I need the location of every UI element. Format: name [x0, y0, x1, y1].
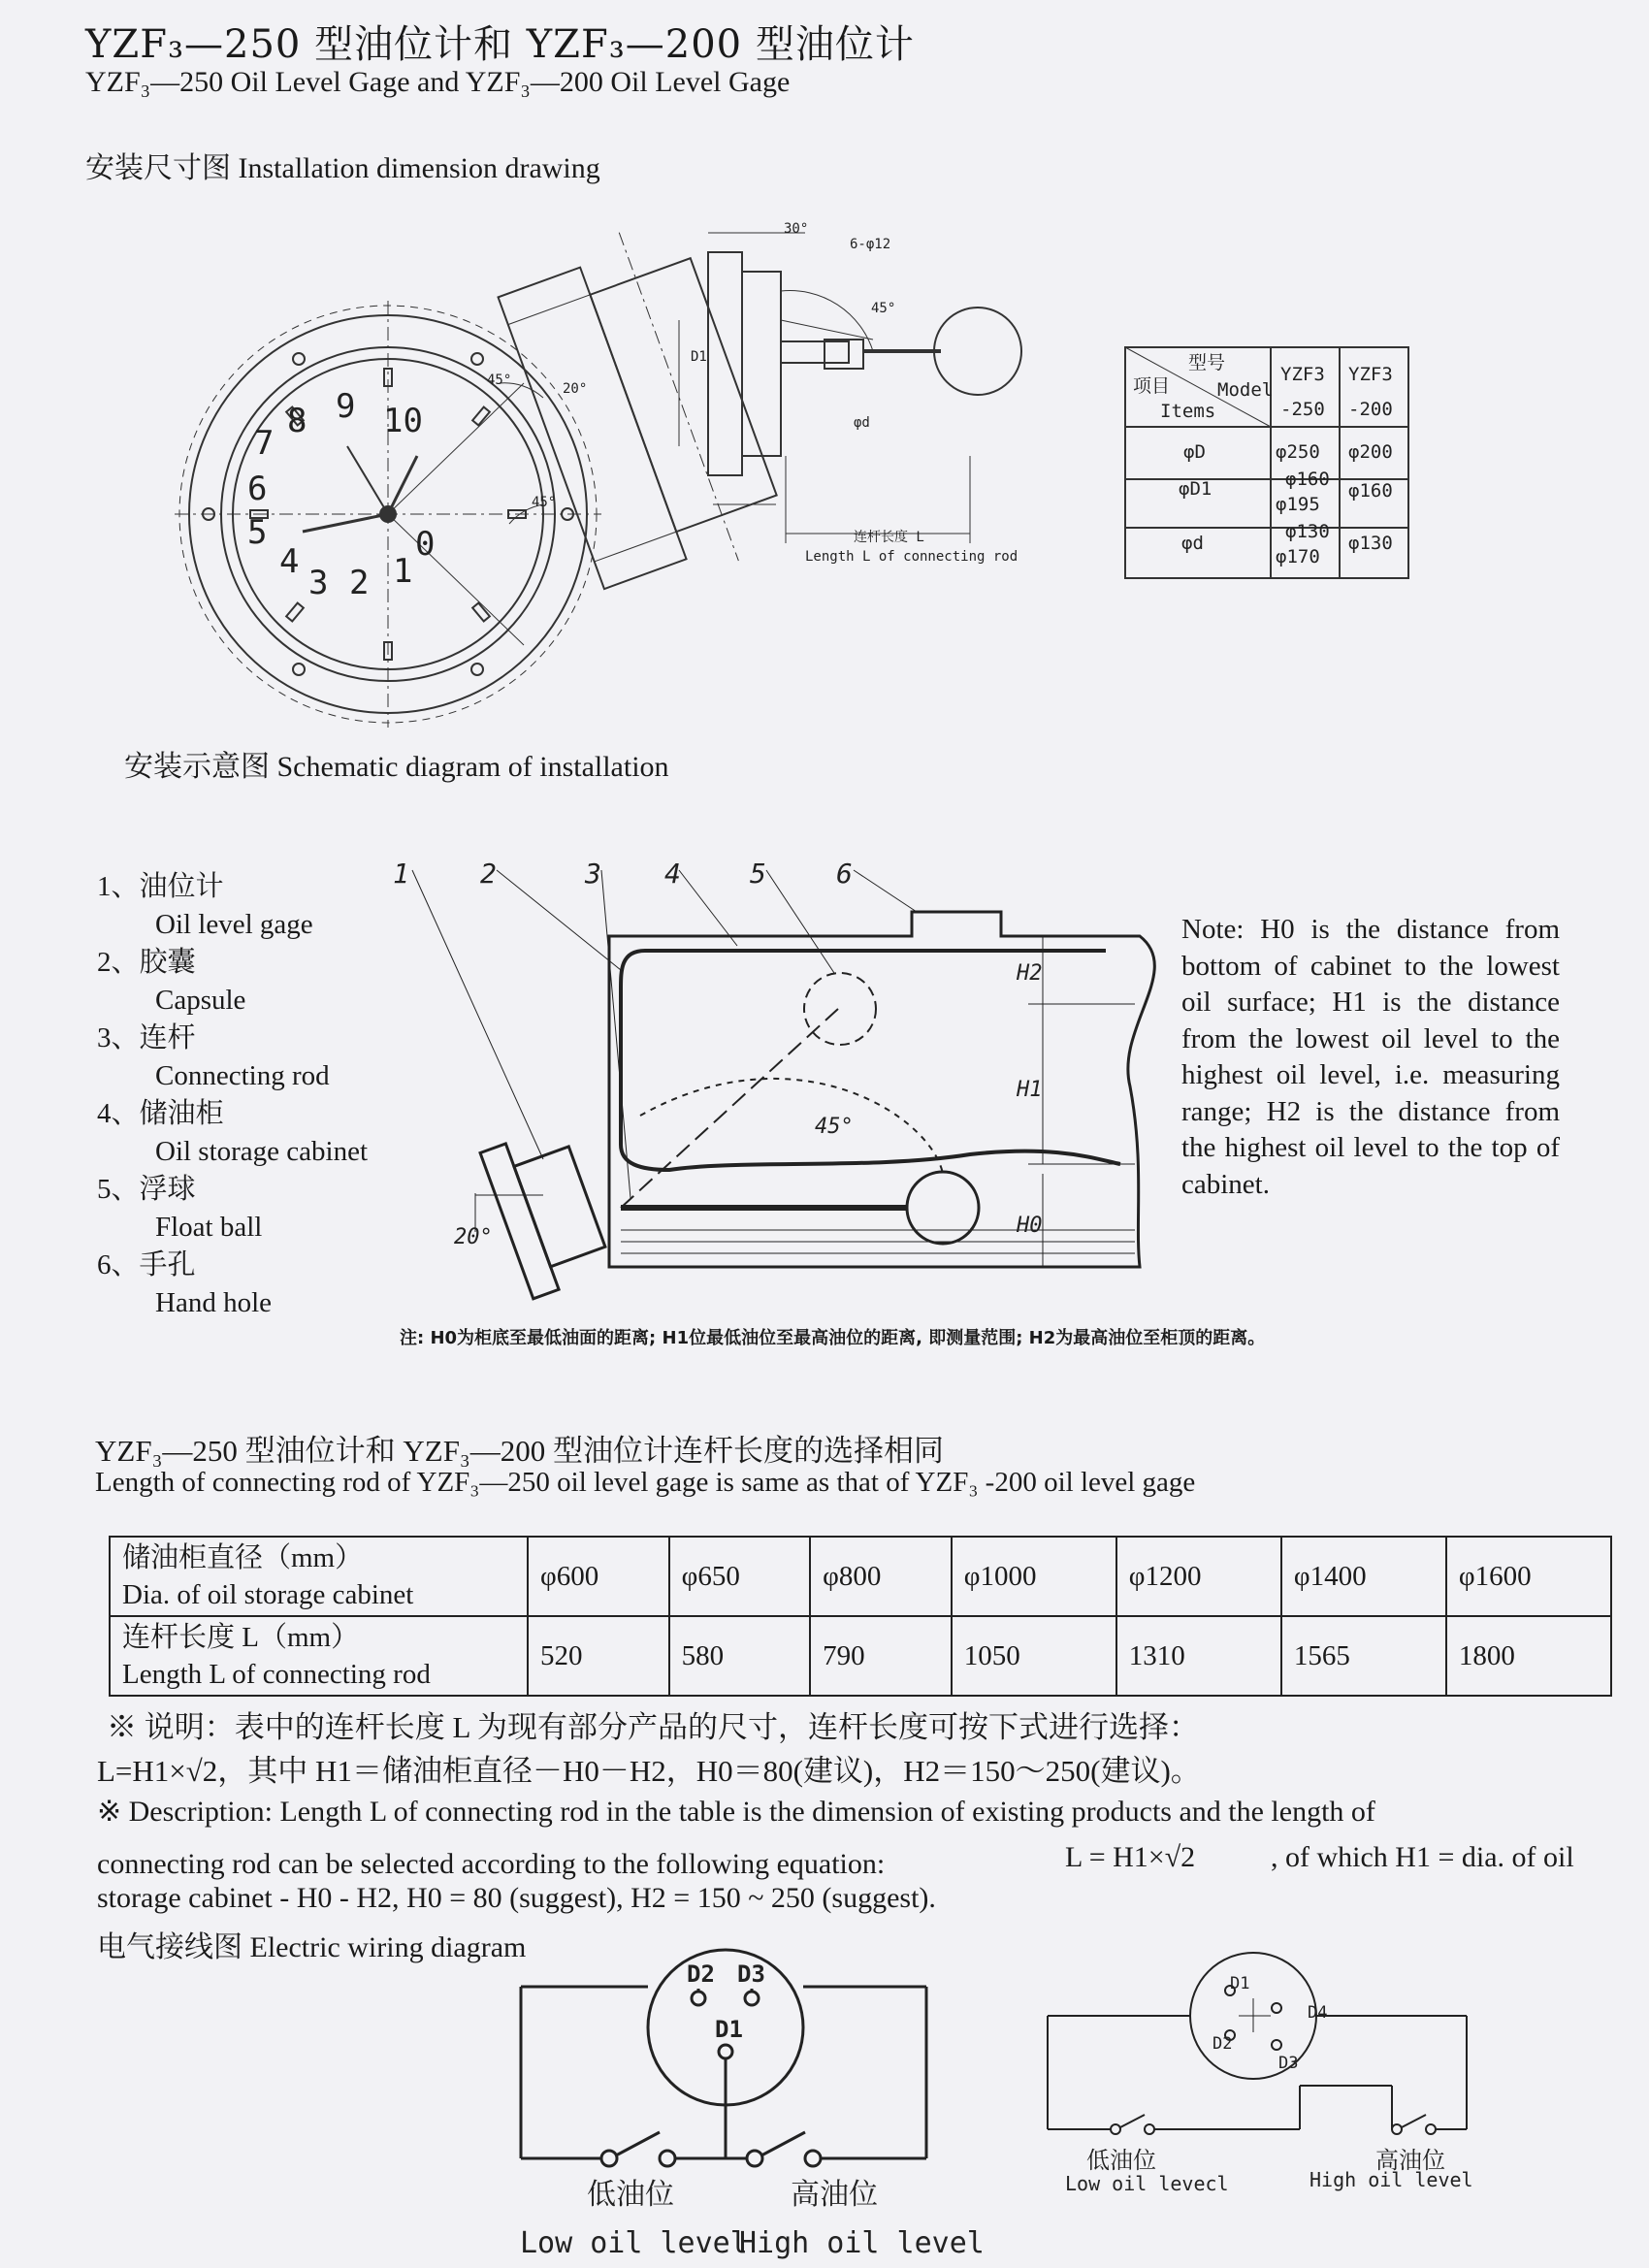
diameter-cell: φ1600 — [1446, 1537, 1611, 1616]
installation-drawing — [0, 0, 1649, 698]
dial-number-9: 9 — [336, 387, 356, 426]
wiring-left-d2: D2 — [687, 1960, 715, 1988]
selection-table — [109, 1536, 1612, 1697]
spec-row-phid-v1a: φ130 — [1285, 521, 1330, 542]
row2-label-en: Length L of connecting rod — [122, 1659, 431, 1690]
spec-header-model-cn: 型号 — [1188, 352, 1226, 373]
wiring-right-d2: D2 — [1212, 2034, 1233, 2054]
dial-number-0: 0 — [415, 525, 436, 564]
callout-4: 4 — [664, 858, 681, 890]
description-en-line2c: , of which H1 = dia. of oil — [1271, 1841, 1574, 1873]
wiring-left-high-en: High oil level — [739, 2226, 985, 2260]
dial-number-10: 10 — [383, 402, 423, 440]
rod-length-cn: 连杆长度 L — [854, 530, 924, 545]
spec-col1-line2: -250 — [1280, 399, 1325, 420]
installation-heading: 安装尺寸图 Installation dimension drawing — [85, 152, 600, 184]
wiring-heading: 电气接线图 Electric wiring diagram — [97, 1931, 527, 1963]
part-6-cn: 6、手孔 — [97, 1249, 196, 1280]
dial-number-4: 4 — [279, 542, 300, 581]
callout-6: 6 — [836, 858, 853, 890]
diameter-cell: φ600 — [528, 1537, 669, 1616]
parts-list — [97, 868, 368, 1322]
spec-row-phiD-v2: φ200 — [1348, 441, 1393, 463]
diameter-cell: φ1000 — [952, 1537, 1116, 1616]
selection-heading-en: Length of connecting rod of YZF₃—250 oil level gage is same as that of YZF₃ -200 oil level gage — [95, 1467, 1196, 1498]
callout-1: 1 — [393, 858, 409, 890]
angle-45-b: 45° — [532, 495, 557, 510]
diameter-cell: φ1200 — [1116, 1537, 1281, 1616]
dial-number-6: 6 — [247, 470, 268, 508]
spec-col2-line1: YZF3 — [1348, 364, 1393, 385]
diameter-cell: φ1400 — [1281, 1537, 1446, 1616]
part-2-cn: 2、胶囊 — [97, 947, 196, 978]
description-en-line1: ※ Description: Length L of connecting rod in the table is the dimension of existing products and the length of — [97, 1796, 1375, 1828]
wiring-right-d4: D4 — [1308, 2003, 1328, 2023]
angle-30: 30° — [784, 221, 809, 237]
schematic-caption-cn: 注: H0为柜底至最低油面的距离; H1位最低油位至最高油位的距离, 即测量范围; H2为最高油位至柜顶的距离。 — [400, 1328, 1266, 1348]
wiring-right-low-en: Low oil levecl — [1065, 2172, 1229, 2195]
spec-row-phiD1-v1b: φ195 — [1276, 494, 1320, 515]
dial-number-7: 7 — [254, 424, 275, 463]
part-2-en: Capsule — [155, 985, 246, 1016]
dial-number-1: 1 — [393, 552, 413, 591]
wiring-left-d1: D1 — [715, 2016, 743, 2043]
length-cell: 790 — [810, 1616, 952, 1696]
callout-2: 2 — [480, 858, 497, 890]
diameter-cell: φ650 — [669, 1537, 811, 1616]
label-h1: H1 — [1017, 1078, 1043, 1102]
part-6-en: Hand hole — [155, 1287, 272, 1318]
description-en-line3: storage cabinet - H0 - H2, H0 = 80 (suggest), H2 = 150 ~ 250 (suggest). — [97, 1882, 936, 1914]
rod-length-en: Length L of connecting rod — [805, 549, 1018, 565]
callout-5: 5 — [750, 858, 766, 890]
title-en: YZF₃—250 Oil Level Gage and YZF₃—200 Oil Level Gage — [85, 66, 791, 98]
wiring-right-d1: D1 — [1230, 1974, 1250, 1993]
description-cn-line1: ※ 说明：表中的连杆长度 L 为现有部分产品的尺寸，连杆长度可按下式进行选择： — [107, 1710, 1200, 1744]
spec-row-phid-v1b: φ170 — [1276, 546, 1320, 567]
schematic-note: Note: H0 is the distance from bottom of cabinet to the lowest oil surface; H1 is the distance from the lowest oil level to the highest oil level, i.e. measuring range; H2 is the distance from the highest oil level to the top of cabinet. — [1181, 914, 1560, 1200]
wiring-right-d3: D3 — [1278, 2054, 1299, 2073]
spec-row-phiD-label: φD — [1183, 441, 1206, 463]
row1-header — [110, 1537, 528, 1616]
wiring-left-low-cn: 低油位 — [587, 2178, 674, 2212]
length-cell: 1800 — [1446, 1616, 1611, 1696]
description-en-formula: L = H1×√2 — [1065, 1841, 1196, 1873]
row2-header — [110, 1616, 528, 1696]
wiring-right-high-cn: 高油位 — [1375, 2147, 1445, 2174]
spec-header-items-cn: 项目 — [1133, 375, 1171, 397]
part-1-en: Oil level gage — [155, 909, 313, 940]
part-5-cn: 5、浮球 — [97, 1174, 196, 1205]
description-cn-line2: L=H1×√2，其中 H1＝储油柜直径－H0－H2，H0＝80(建议)，H2＝150～250(建议)。 — [97, 1754, 1201, 1788]
length-cell: 1565 — [1281, 1616, 1446, 1696]
spec-header-model-en: Model — [1217, 379, 1274, 401]
row1-label-en: Dia. of oil storage cabinet — [122, 1579, 414, 1610]
angle-45-c: 45° — [871, 301, 896, 316]
title-cn: YZF₃—250 型油位计和 YZF₃—200 型油位计 — [85, 22, 915, 67]
part-1-cn: 1、油位计 — [97, 871, 224, 902]
wiring-left-low-en: Low oil level — [520, 2226, 748, 2260]
length-cell: 1310 — [1116, 1616, 1281, 1696]
wiring-right-high-en: High oil level — [1310, 2168, 1473, 2191]
part-4-cn: 4、储油柜 — [97, 1098, 224, 1129]
spec-row-phid-v2: φ130 — [1348, 533, 1393, 554]
description-en-line2a: connecting rod can be selected according to the following equation: — [97, 1848, 886, 1880]
part-4-en: Oil storage cabinet — [155, 1136, 369, 1167]
schematic-drawing — [393, 854, 1183, 1319]
length-cell: 580 — [669, 1616, 811, 1696]
spec-row-phiD1-v2: φ160 — [1348, 480, 1393, 502]
selection-heading-cn: YZF₃—250 型油位计和 YZF₃—200 型油位计连杆长度的选择相同 — [95, 1434, 944, 1468]
wiring-diagram — [0, 1930, 1649, 2268]
length-cell: 1050 — [952, 1616, 1116, 1696]
row2-label-cn: 连杆长度 L（mm） — [122, 1622, 360, 1653]
holes-label: 6-φ12 — [850, 237, 891, 252]
spec-row-phiD-v1: φ250 — [1276, 441, 1320, 463]
dial-number-5: 5 — [247, 513, 268, 552]
table-row — [110, 1616, 1611, 1696]
angle-20-schematic: 20° — [454, 1225, 493, 1249]
angle-20: 20° — [563, 381, 588, 397]
callout-3: 3 — [585, 858, 601, 890]
spec-row-phid-label: φd — [1181, 533, 1204, 554]
part-5-en: Float ball — [155, 1212, 263, 1243]
spec-col1-line1: YZF3 — [1280, 364, 1325, 385]
phid-label: φd — [854, 415, 870, 431]
spec-col2-line2: -200 — [1348, 399, 1393, 420]
part-3-cn: 3、连杆 — [97, 1022, 196, 1053]
spec-row-phiD1-label: φD1 — [1179, 478, 1212, 500]
length-cell: 520 — [528, 1616, 669, 1696]
label-h2: H2 — [1017, 961, 1043, 986]
wiring-left-d3: D3 — [737, 1960, 765, 1988]
part-3-en: Connecting rod — [155, 1060, 330, 1091]
angle-45-schematic: 45° — [815, 1115, 854, 1139]
schematic-heading: 安装示意图 Schematic diagram of installation — [124, 751, 669, 783]
spec-header-items-en: Items — [1160, 401, 1216, 422]
label-h0: H0 — [1017, 1214, 1043, 1238]
wiring-left-high-cn: 高油位 — [791, 2178, 878, 2212]
row1-label-cn: 储油柜直径（mm） — [122, 1542, 364, 1573]
table-row — [110, 1537, 1611, 1616]
dial-number-2: 2 — [349, 564, 370, 602]
dial-number-8: 8 — [287, 402, 307, 440]
dial-number-3: 3 — [308, 564, 329, 602]
angle-45-a: 45° — [487, 373, 512, 388]
diameter-cell: φ800 — [810, 1537, 952, 1616]
spec-row-phiD1-v1a: φ160 — [1285, 469, 1330, 490]
d1-label: D1 — [691, 349, 707, 365]
wiring-right-low-cn: 低油位 — [1086, 2147, 1156, 2174]
